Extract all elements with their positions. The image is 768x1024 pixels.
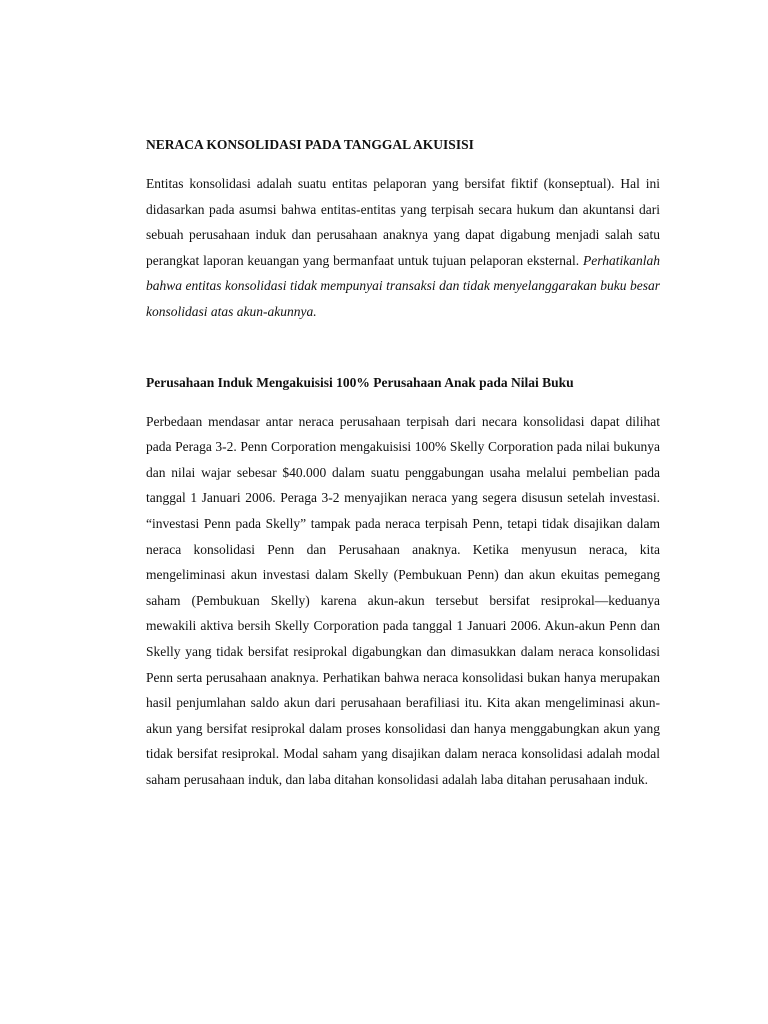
intro-paragraph-text: Entitas konsolidasi adalah suatu entitas pelaporan yang bersifat fiktif (konseptual). Hal ini didasarkan pada asumsi bahwa entitas-entitas yang terpisah secara hukum dan akuntansi dari sebuah perusahaan induk dan perusahaan anaknya yang dapat digabung menjadi salah satu perangkat laporan keuangan yang bermanfaat untuk tujuan pelaporan eksternal. (146, 176, 660, 268)
document-page (146, 136, 660, 792)
section-heading: NERACA KONSOLIDASI PADA TANGGAL AKUISISI (146, 137, 474, 152)
body-paragraph: Perbedaan mendasar antar neraca perusahaan terpisah dari necara konsolidasi dapat dilihat pada Peraga 3-2. Penn Corporation mengakuisisi 100% Skelly Corporation pada nilai bukunya dan nilai wajar sebesar $40.000 dalam suatu penggabungan usaha melalui pembelian pada tanggal 1 Januari 2006. Peraga 3-2 menyajikan neraca yang segera disusun setelah investasi. “investasi Penn pada Skelly” tampak pada neraca terpisah Penn, tetapi tidak disajikan dalam neraca konsolidasi Penn dan Perusahaan anaknya. Ketika menyusun neraca, kita mengeliminasi akun investasi dalam Skelly (Pembukuan Penn) dan akun ekuitas pemegang saham (Pembukuan Skelly) karena akun-akun tersebut bersifat resiprokal—keduanya mewakili aktiva bersih Skelly Corporation pada tanggal 1 Januari 2006. Akun-akun Penn dan Skelly yang tidak bersifat resiprokal digabungkan dan dimasukkan dalam neraca konsolidasi Penn serta perusahaan anaknya. Perhatikan bahwa neraca konsolidasi bukan hanya merupakan hasil penjumlahan saldo akun dari perusahaan berafiliasi itu. Kita akan mengeliminasi akun-akun yang bersifat resiprokal dalam proses konsolidasi dan hanya menggabungkan akun yang tidak bersifat resiprokal. Modal saham yang disajikan dalam neraca konsolidasi adalah modal saham perusahaan induk, dan laba ditahan konsolidasi adalah laba ditahan perusahaan induk. (146, 413, 660, 787)
intro-paragraph-italic-text: Perhatikanlah bahwa entitas konsolidasi tidak mempunyai transaksi dan tidak menyelanggarakan buku besar konsolidasi atas akun-akunnya. (146, 252, 660, 319)
intro-paragraph (146, 171, 660, 325)
subsection-heading: Perusahaan Induk Mengakuisisi 100% Perusahaan Anak pada Nilai Buku (146, 374, 574, 390)
